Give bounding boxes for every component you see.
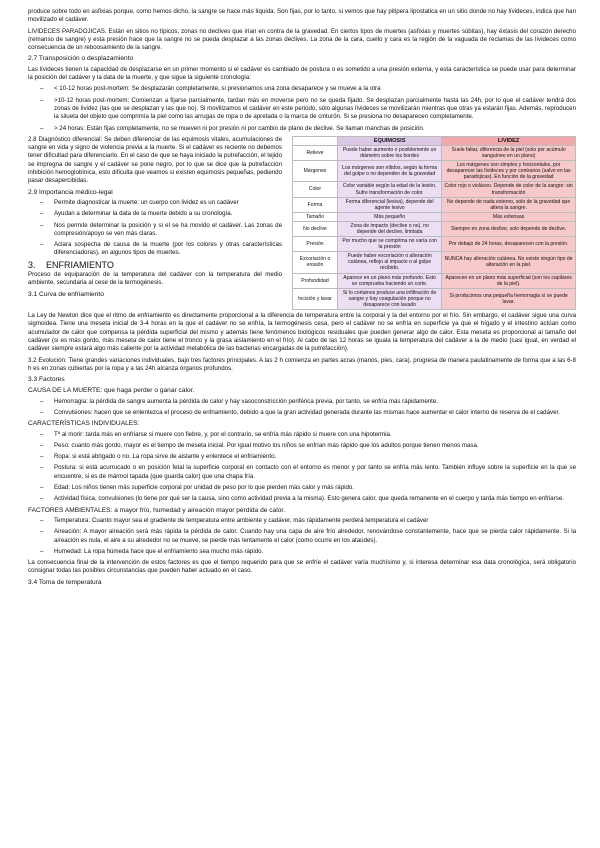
row-label: Tamaño [293, 212, 338, 221]
lividez-cell: Suele faltar, diferencia de la piel (solo por acúmulo sanguíneo en un plano) [442, 145, 576, 160]
intro-paragraph-1: produce sobre todo en asfixias porque, como hemos dicho, la sangre se hace más líquida. Son fijas, por lo tanto, si vemos que hay pitipera lipostatica en un sitio donde no hay lívideces, indica que han movilizado el cadáver. [28, 8, 576, 24]
individual-list [28, 431, 576, 504]
row-label: Profundidad [293, 273, 338, 288]
equimosis-cell: Color variable según la edad de la lesión. Sufre transformación de color. [338, 182, 442, 197]
equimosis-cell: Puede haber aumento o posiblemente un diámetro sobre los bordes [338, 145, 442, 160]
table-header-lividez: LIVIDEZ [442, 136, 576, 145]
row-label: Excoriación o erosión [293, 252, 338, 273]
table-row [293, 182, 576, 197]
list-item: – Convulsiones: hacen que se enlentezca el proceso de enfriamiento, debido a que la gran actividad generada durante las mismas hace aumentar el calor interno de reserva de el cadáver. [54, 409, 576, 417]
section-2-8-paragraph: 2.8 Diagnóstico diferencial: Se deben diferenciar de las equimosis vitales, acumulaciones de sangre en vida y signo de violencia previa a la muerte. Si el cadáver es reciente no debemos tener dificultad para diferenciarlo. En el caso de que se haya iniciado la putrefacción, el tejido se impregna de sangre y el cadáver se pone negro, por lo que se dice que la putrefacción inhibición hemoglobínica, esto dificulta que veamos si existen equimosis pequeñas, pediendo pasar desapercibidas. [28, 135, 282, 185]
row-label: Forma [293, 197, 338, 212]
section-number: 3. [28, 259, 36, 270]
lividez-cell: Los márgenes son simples y horizontales, por desaparecer las lívideces y por contrarios (salvo en las paradojicas). En función de la gravedad [442, 161, 576, 182]
right-column [292, 136, 576, 310]
equimosis-cell: Por mucho que se comprima no varía con la presión [338, 237, 442, 252]
environmental-factors-heading: FACTORES AMBIENTALES: a mayor frío, humedad y aireación mayor pérdida de calor. [28, 506, 286, 514]
equimosis-cell: Si lo cortamos produce una infiltración de sangre y hay coagulación porque no desaparece con lavado [338, 288, 442, 309]
diagnosis-and-table-section [28, 136, 576, 310]
table-row [293, 273, 576, 288]
lividez-cell: Si producimos una pequeña hemorragia sí se puede lavar. [442, 288, 576, 309]
section-2-7-list [28, 85, 576, 132]
equimosis-cell: Puede haber excoriación o alteración cutánea, reflejo al impacto o al golpe recibido. [338, 252, 442, 273]
row-label: Márgenes [293, 161, 338, 182]
lividez-cell: Por debajo de 24 horas, desaparecen con la presión. [442, 237, 576, 252]
environmental-list [28, 517, 576, 556]
list-item: – Ropa: si está abrigado o no. La ropa sirve de aislante y enlentece el enfriamiento. [54, 453, 576, 461]
list-item: – Humedad: La ropa húmeda hace que el enfriamiento sea mucho más rápido. [54, 548, 576, 556]
table-row [293, 197, 576, 212]
row-label: Color [293, 182, 338, 197]
equimosis-cell: Forma diferencial (lesiva), depende del agente lesivo [338, 197, 442, 212]
list-item: – Postura: si está acurrucado o en posición fetal la superficie corporal en contacto con el entorno es menor y por tanto se enfría más lento. También influye sobre la superficie en la que se encuentre, si es de mármol tapada (que guarda calor) que una chapa fría. [54, 464, 576, 481]
list-item: – Tª al morir: tarda más en enfriarse si muere con fiebre, y, por el contrario, se enfría más rápido si muere con una hipotermia. [54, 431, 576, 439]
row-label: No declive [293, 221, 338, 236]
cause-list [28, 398, 576, 418]
table-header-blank [293, 136, 338, 145]
section-heading-3 [28, 261, 282, 269]
table-row [293, 145, 576, 160]
section-heading-2-9: 2.9 Importancia médico-legal [28, 188, 113, 196]
section-heading-2-7: 2.7 Transposición o desplazamiento [28, 55, 134, 63]
list-item: – Ayudan a determinar la data de la muerte debido a su cronología. [54, 210, 282, 218]
row-label: Presión [293, 237, 338, 252]
list-item: – Aireación: A mayor aireación será más rápida la pérdida de calor. Cuando hay una capa de aire frío alrededor, renovándose constantemente, hace que se pierda calor rápidamente. Si la aireación es nula, el aire a su alrededor no se mueve, se pierde más lentamente el calor (como ocurre en los ataúdes). [54, 528, 576, 545]
table-row [293, 252, 576, 273]
row-label: Relieve [293, 145, 338, 160]
list-item: – >10-12 horas post-mortem: Comienzan a fijarse parcialmente, tardan más en moverse pero no se queda fijado. Se desplazan parcialmente hasta las 24h, por lo que el cadáver tendrá dos zonas de lividez (las que se desplazan y las que no). Si movilizamos el cadáver en este periodo, sólo algunas lívideces se movilizarán mientras que otras ya estarán fijas. Además, reproducen la silueta del objeto que comprimía la piel como las arrugas de ropa o de apretada o la marca de cinturón. Si se presiona no desaparecen completamente. [54, 97, 576, 122]
table-header-row [293, 136, 576, 145]
document-page [28, 8, 576, 589]
table-row [293, 237, 576, 252]
section-heading-3-4: 3.4 Toma de temperatura [28, 578, 102, 586]
lividez-cell: Más extensas [442, 212, 576, 221]
section-3-paragraph: Proceso de equiparación de la temperatura del cadáver con la temperatura del medio ambiente, secundaria al cese de la termogénesis. [28, 271, 282, 287]
section-3-1-paragraph: La Ley de Newton dice que el ritmo de enfriamiento es directamente proporcional a la diferencia de temperatura entre la corporal y la del entorno por el frío. Sin embargo, el cadáver sigue una curva sigmoidea. Tiene una meseta inicial de 3-4 horas en la que el cadáver no se enfría, la termogénesis cesa, pero el cadáver no se enfría en superficie ya que el hígado y el intestino actúan como acumulador de calor que compensa la pérdida superficial del mismo y además tiene fenómenos biológicos residuales que pueden generar algo de calor. Esta meseta es proporcional al tamaño del cadáver (si es más gordo, más meseta de calor tiene el tronco y la grasa aislamiento en el frío). Al cabo de las 12 horas se iguala la temperatura del cadáver a la de medio (casi igual, en verdad el cadáver siempre estará algo más caliente por la actividad metabólica de las bacterias encargadas de la putrefacción). [28, 312, 576, 353]
cause-of-death-heading: CAUSA DE LA MUERTE: que haga perder o ganar calor. [28, 387, 195, 395]
section-heading-3-1: 3.1 Curva de enfriamiento [28, 290, 104, 298]
section-2-7-paragraph: Las lívideces tienen la capacidad de desplazarse en un primer momento si el cadáver es cambiado de postura o es sometido a una presión externa, y esta característica se puede usar para determinar la posición del cadáver y la data de la muerte, y que sigue la siguiente cronología: [28, 65, 576, 82]
table-row [293, 288, 576, 309]
section-2-9-list [28, 199, 282, 258]
comparison-table [292, 136, 576, 310]
lividez-cell: Color rojo o violáceo. Depende de color de la sangre: sin transformación [442, 182, 576, 197]
lividez-cell: NUNCA hay alteración cutánea. No existe ningún tipo de alteración en la piel. [442, 252, 576, 273]
section-3-2-paragraph: 3.2 Evolución: Tiene grandes variaciones individuales, bajo tres factores principales. A las 2 h comienza en partes acras (manos, pies, cara), progresa de manera paulatinamente de forma que a las 6-8 h es en zonas cubiertas por la ropa y a las 24h alcanza órganos profundos. [28, 356, 576, 372]
conclusion-paragraph: La consecuencia final de la intervención de estos factores es que el tiempo requerido para que se enfríe el cadáver varía muchísimo y, si interesa determinar esa data cronológica, será obligatorio consignar todas las posibles circunstancias que pueden haber actuado en el caso. [28, 559, 576, 575]
list-item: – Peso: cuanto más gordo, mayor es el tiempo de meseta inicial. Por igual motivo los niños se enfrían más rápido que los adultos porque tienen menos masa. [54, 442, 576, 450]
intro-paragraph-2: LIVIDECES PARADOJICAS. Están en sitios no típicos, zonas no declives que irían en contra de la gravedad. En ciertos tipos de muertes (asfixias y muertes súbitas), hay éxtasis del corazón derecho (remanso de sangre) y esta presión hace que la sangre no se pueda desplazar a las zonas declives. La zona de la cara, cuello y cara es la región de la vaguada de reclamas de las lívideces como consecuencia de un reboosamiento de la sangre. [28, 27, 576, 52]
section-heading-3-3: 3.3 Factores [28, 376, 65, 384]
table-row [293, 212, 576, 221]
list-item: – Edad: Los niños tienen más superficie corporal por unidad de peso por lo que pierden más calor y más rápido. [54, 484, 576, 492]
list-item: – Actividad física, convulsiones (lo tiene por qué ser la causa, sino como actividad previa a la misma). Esto genera calor, que queda remanente en el cuerpo y tarda más tiempo en enfriarse. [54, 495, 576, 503]
list-item: – < 10-12 horas post-mortem: Se desplazarán completamente, si presionamos una zona desaparece y se mueve a la otra [54, 85, 576, 93]
list-item: – Hemorragia: la pérdida de sangre aumenta la pérdida de calor y hay vasoconstricción periférica previa, por tanto, se enfría más rápidamente. [54, 398, 576, 406]
lividez-cell: No depende de nada externo, solo de la gravedad que altera la sangre. [442, 197, 576, 212]
list-item: – > 24 horas: Están fijas completamente, no se mueven ni por presión ni por cambio de plano de declive. Se llaman manchas de posición. [54, 125, 576, 133]
equimosis-cell: Más pequeño [338, 212, 442, 221]
table-header-equimosis: EQUIMOSIS [338, 136, 442, 145]
section-title: ENFRIAMIENTO [46, 259, 114, 270]
lividez-cell: Aparecen en un plano más superficial (son los capilares de la piel). [442, 273, 576, 288]
list-item: – Nos permite determinar la posición y si el se ha movido el cadáver. Las zonas de compresión/apoyo se ven más claras. [54, 222, 282, 239]
lividez-cell: Siempre en zona declive, solo depende de declive. [442, 221, 576, 236]
table-row [293, 221, 576, 236]
equimosis-cell: Los márgenes son nítidos, según la forma del golpe o no dependen de la gravedad [338, 161, 442, 182]
individual-characteristics-heading: CARACTERÍSTICAS INDIVIDUALES: [28, 420, 140, 428]
list-item: – Temperatura: Cuanto mayor sea el gradiente de temperatura entre ambiente y cadáver, más rápidamente perderá temperatura el cadáver [54, 517, 576, 525]
equimosis-cell: Zona de impacto (declive o no), no depende del declive, limitada [338, 221, 442, 236]
equimosis-cell: Aparece en un plano más profundo. Esto se comprueba haciendo un corte. [338, 273, 442, 288]
left-column [28, 136, 282, 310]
row-label: Incisión y lavar [293, 288, 338, 309]
table-row [293, 161, 576, 182]
list-item: – Permite diagnosticar la muerte: un cuerpo con lividez es un cadáver [54, 199, 282, 207]
list-item: – Aclara sospecha de causa de la muerte (por los colores y otras características diferenciadoras), en algunos tipos de muertes. [54, 241, 282, 258]
